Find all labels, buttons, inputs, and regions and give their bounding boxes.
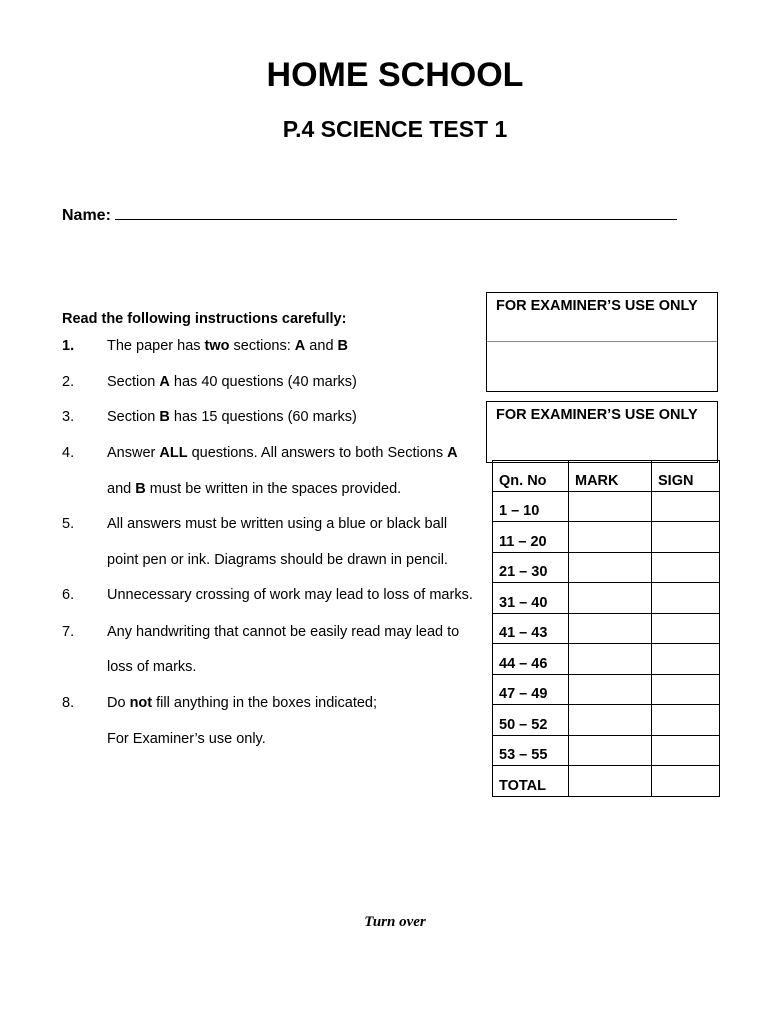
- instruction-text: [107, 552, 448, 568]
- name-label: Name:: [62, 207, 111, 224]
- marks-row: [493, 644, 720, 675]
- name-field[interactable]: [62, 205, 677, 225]
- turn-over-note: Turn over: [364, 914, 426, 930]
- instruction-segment: For Examiner’s use only.: [107, 731, 266, 747]
- sign-cell[interactable]: [652, 735, 720, 766]
- instruction-number: 6.: [62, 587, 75, 603]
- instruction-segment: and: [107, 481, 136, 497]
- instruction-text: [107, 516, 447, 532]
- question-range-cell: 1 – 10: [493, 491, 569, 522]
- instruction-emphasis: A: [159, 374, 170, 390]
- instruction-text: [107, 445, 458, 461]
- instruction-emphasis: A: [294, 338, 306, 354]
- marks-row: [493, 583, 720, 614]
- marks-row: [493, 491, 720, 522]
- instruction-text: [107, 587, 473, 603]
- instruction-segment: All answers must be written using a blue or black ball: [107, 516, 448, 532]
- instruction-number: 5.: [62, 516, 75, 532]
- sign-cell[interactable]: [652, 522, 720, 553]
- marks-header-cell: SIGN: [652, 461, 720, 492]
- mark-cell[interactable]: [569, 674, 652, 705]
- instruction-number: 2.: [62, 374, 75, 390]
- examiner-box-1: [486, 292, 718, 392]
- name-blank-line[interactable]: [115, 205, 677, 220]
- instruction-number: 3.: [62, 409, 75, 425]
- marks-header-cell: MARK: [569, 461, 652, 492]
- instruction-segment: Any handwriting that cannot be easily read may lead to: [107, 624, 460, 640]
- instruction-text: [107, 624, 459, 640]
- question-range-cell: 44 – 46: [493, 644, 569, 675]
- instruction-segment: and: [305, 338, 338, 354]
- marks-table: [492, 460, 720, 797]
- marks-row: [493, 674, 720, 705]
- mark-cell[interactable]: [569, 705, 652, 736]
- instruction-segment: fill anything in the boxes indicated;: [152, 695, 378, 711]
- question-range-cell: TOTAL: [493, 766, 569, 797]
- examiner-box-1-heading: FOR EXAMINER’S USE ONLY: [496, 298, 698, 314]
- examiner-box-2: [486, 401, 718, 463]
- sign-cell[interactable]: [652, 552, 720, 583]
- marks-header-row: [493, 461, 720, 492]
- marks-row: [493, 705, 720, 736]
- sign-cell[interactable]: [652, 705, 720, 736]
- mark-cell[interactable]: [569, 644, 652, 675]
- sign-cell[interactable]: [652, 674, 720, 705]
- marks-row: [493, 522, 720, 553]
- marks-row: [493, 735, 720, 766]
- marks-row: [493, 613, 720, 644]
- instruction-text: [107, 338, 348, 354]
- question-range-cell: 47 – 49: [493, 674, 569, 705]
- sign-cell[interactable]: [652, 766, 720, 797]
- examiner-box-2-heading: FOR EXAMINER’S USE ONLY: [496, 407, 698, 423]
- question-range-cell: 21 – 30: [493, 552, 569, 583]
- instruction-segment: point pen or ink. Diagrams should be drawn in pencil.: [107, 552, 448, 568]
- mark-cell[interactable]: [569, 735, 652, 766]
- sign-cell[interactable]: [652, 583, 720, 614]
- instruction-text: [107, 374, 357, 390]
- question-range-cell: 41 – 43: [493, 613, 569, 644]
- instruction-emphasis: A: [447, 445, 458, 461]
- question-range-cell: 50 – 52: [493, 705, 569, 736]
- mark-cell[interactable]: [569, 613, 652, 644]
- instruction-number: 8.: [62, 695, 75, 711]
- instruction-segment: The paper has: [107, 338, 205, 354]
- sign-cell[interactable]: [652, 613, 720, 644]
- question-range-cell: 31 – 40: [493, 583, 569, 614]
- instruction-segment: loss of marks.: [107, 659, 197, 675]
- instruction-number: 4.: [62, 445, 75, 461]
- instruction-segment: Section: [107, 374, 160, 390]
- instruction-emphasis: ALL: [159, 445, 188, 461]
- instruction-text: [107, 731, 266, 747]
- instruction-number: 7.: [62, 624, 75, 640]
- school-title: HOME SCHOOL: [266, 56, 524, 94]
- question-range-cell: 53 – 55: [493, 735, 569, 766]
- instruction-emphasis: B: [337, 338, 349, 354]
- instruction-emphasis: B: [159, 409, 170, 425]
- instruction-segment: Section: [107, 409, 160, 425]
- mark-cell[interactable]: [569, 766, 652, 797]
- mark-cell[interactable]: [569, 522, 652, 553]
- mark-cell[interactable]: [569, 583, 652, 614]
- instruction-segment: Do: [107, 695, 130, 711]
- instruction-segment: has 15 questions (60 marks): [169, 409, 357, 425]
- instruction-segment: Unnecessary crossing of work may lead to loss of marks.: [107, 587, 473, 603]
- instruction-number: 1.: [62, 338, 75, 354]
- instruction-segment: must be written in the spaces provided.: [145, 481, 402, 497]
- marks-row: [493, 766, 720, 797]
- instruction-segment: Answer: [107, 445, 160, 461]
- instruction-text: [107, 481, 401, 497]
- instruction-emphasis: not: [129, 695, 153, 711]
- instruction-text: [107, 695, 377, 711]
- instruction-segment: questions. All answers to both Sections: [187, 445, 448, 461]
- examiner-box-1-divider: [487, 341, 717, 342]
- test-title: P.4 SCIENCE TEST 1: [282, 116, 508, 142]
- sign-cell[interactable]: [652, 491, 720, 522]
- instruction-segment: has 40 questions (40 marks): [169, 374, 357, 390]
- instructions-heading: Read the following instructions carefully:: [62, 311, 347, 327]
- sign-cell[interactable]: [652, 644, 720, 675]
- instruction-emphasis: two: [204, 338, 230, 354]
- marks-row: [493, 552, 720, 583]
- mark-cell[interactable]: [569, 491, 652, 522]
- instruction-text: [107, 409, 357, 425]
- instruction-emphasis: B: [135, 481, 146, 497]
- instruction-text: [107, 659, 196, 675]
- marks-header-cell: Qn. No: [493, 461, 569, 492]
- instruction-segment: sections:: [229, 338, 295, 354]
- question-range-cell: 11 – 20: [493, 522, 569, 553]
- mark-cell[interactable]: [569, 552, 652, 583]
